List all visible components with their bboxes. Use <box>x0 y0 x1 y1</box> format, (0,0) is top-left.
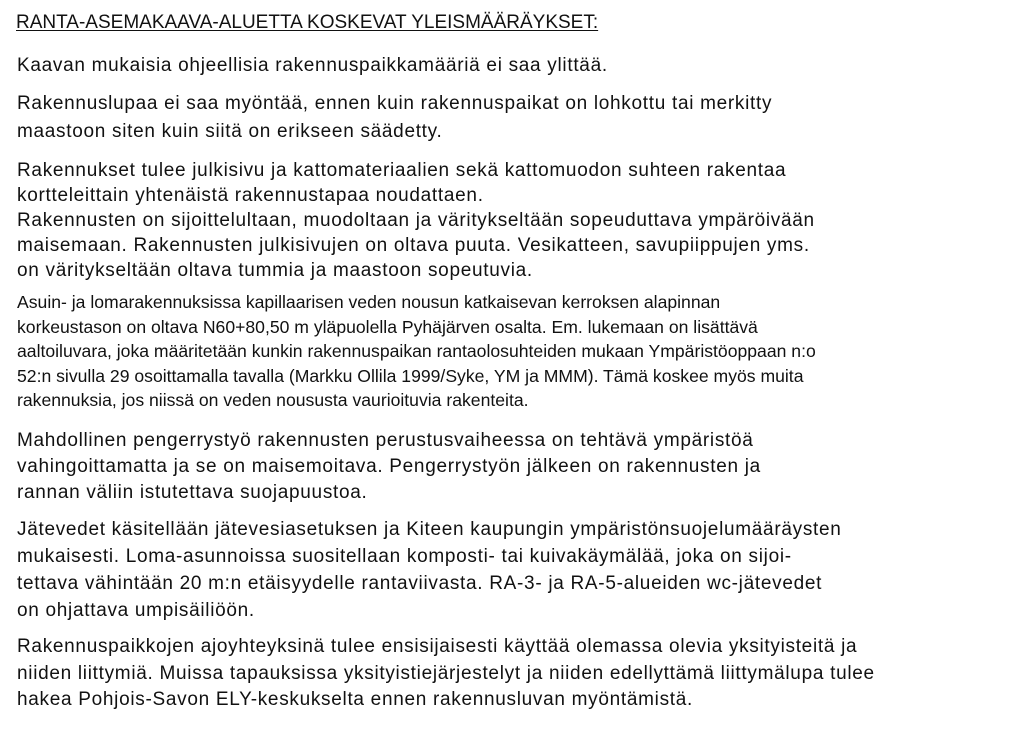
regulation-paragraph <box>17 290 816 413</box>
paragraph-line: mukaisesti. Loma-asunnoissa suositellaan komposti- tai kuivakäymälää, joka on sijoi- <box>17 546 792 567</box>
paragraph-line: Mahdollinen pengerrystyö rakennusten perustusvaiheessa on tehtävä ympäristöä <box>17 430 754 451</box>
paragraph-line: kortteleittain yhtenäistä rakennustapaa noudattaen. <box>17 185 484 206</box>
regulation-paragraph <box>17 158 815 283</box>
paragraph-line: Rakennukset tulee julkisivu ja kattomateriaalien sekä kattomuodon suhteen rakentaa <box>17 160 787 181</box>
paragraph-line: rannan väliin istutettava suojapuustoa. <box>17 482 368 503</box>
paragraph-line: rakennuksia, jos niissä on veden noususta vaurioituvia rakenteita. <box>17 390 529 410</box>
document-heading: RANTA-ASEMAKAAVA-ALUETTA KOSKEVAT YLEISMÄÄRÄYKSET: <box>16 12 599 33</box>
paragraph-line: Kaavan mukaisia ohjeellisia rakennuspaikkamääriä ei saa ylittää. <box>17 55 608 76</box>
paragraph-line: vahingoittamatta ja se on maisemoitava. Pengerrystyön jälkeen on rakennusten ja <box>17 456 761 477</box>
paragraph-line: Asuin- ja lomarakennuksissa kapillaarisen veden nousun katkaisevan kerroksen alapinnan <box>17 292 721 312</box>
regulation-paragraph <box>17 90 772 146</box>
paragraph-line: Rakennuspaikkojen ajoyhteyksinä tulee ensisijaisesti käyttää olemassa olevia yksityisteitä ja <box>17 636 858 657</box>
paragraph-line: Jätevedet käsitellään jätevesiasetuksen ja Kiteen kaupungin ympäristönsuojelumääräysten <box>17 519 842 540</box>
paragraph-line: niiden liittymiä. Muissa tapauksissa yksityistiejärjestelyt ja niiden edellyttämä liittymälupa tulee <box>17 662 875 684</box>
regulation-paragraph <box>17 516 842 624</box>
paragraph-line: on ohjattava umpisäiliöön. <box>17 600 255 621</box>
paragraph-line: hakea Pohjois-Savon ELY-keskukselta ennen rakennusluvan myöntämistä. <box>17 689 694 710</box>
paragraph-line: maisemaan. Rakennusten julkisivujen on oltava puuta. Vesikatteen, savupiippujen yms. <box>17 235 810 256</box>
regulation-paragraph <box>17 52 608 79</box>
paragraph-line: maastoon siten kuin siitä on erikseen säädetty. <box>17 121 443 142</box>
paragraph-line: on väritykseltään oltava tummia ja maastoon sopeutuvia. <box>17 260 533 281</box>
paragraph-line: Rakennusten on sijoittelultaan, muodoltaan ja väritykseltään sopeuduttava ympäröivään <box>17 210 815 231</box>
paragraph-line: 52:n sivulla 29 osoittamalla tavalla (Markku Ollila 1999/Syke, YM ja MMM). Tämä koskee myös muita <box>17 365 804 386</box>
paragraph-line: korkeustason on oltava N60+80,50 m yläpuolella Pyhäjärven osalta. Em. lukemaan on lisättävä <box>17 316 758 337</box>
paragraph-line: aaltoiluvara, joka määritetään kunkin rakennuspaikan rantaolosuhteiden mukaan Ympäristöoppaan n:o <box>17 341 816 361</box>
regulation-paragraph <box>17 428 761 506</box>
paragraph-line: tettava vähintään 20 m:n etäisyydelle rantaviivasta. RA-3- ja RA-5-alueiden wc-jätevedet <box>17 573 823 594</box>
paragraph-line: Rakennuslupaa ei saa myöntää, ennen kuin rakennuspaikat on lohkottu tai merkitty <box>17 93 773 114</box>
regulation-paragraph <box>17 634 875 714</box>
